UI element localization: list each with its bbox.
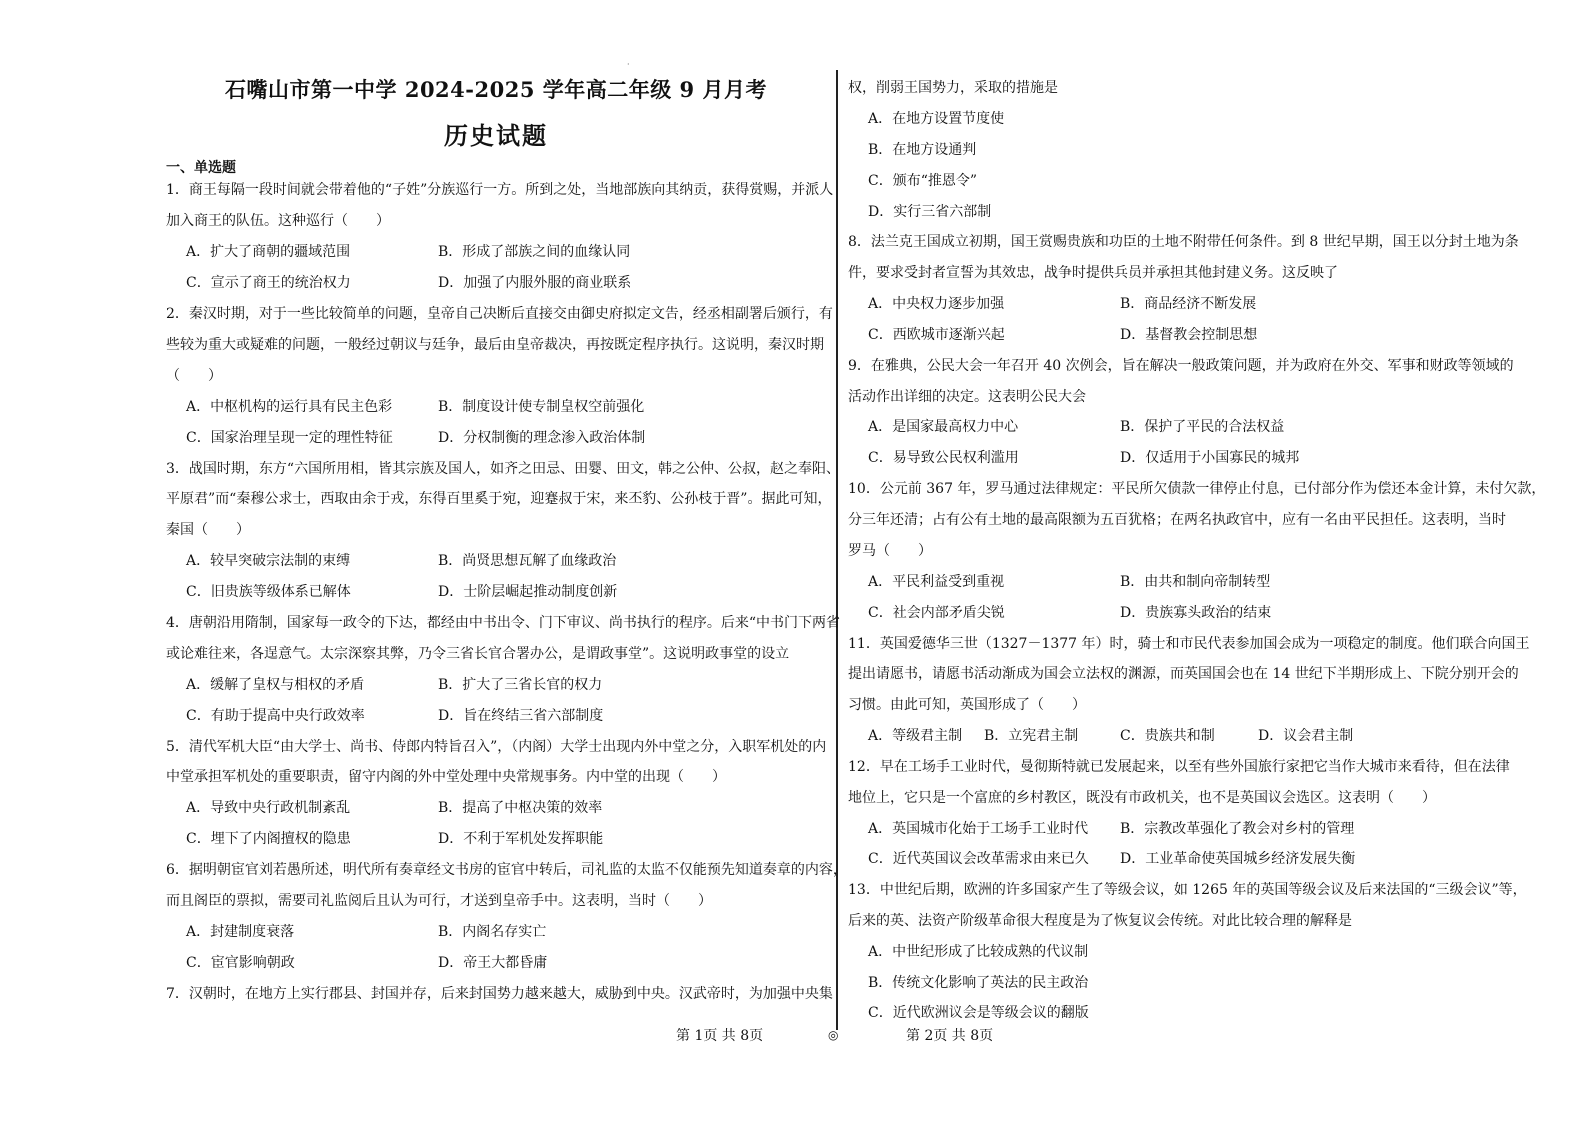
q6-option-b: B．内阁名存实亡 — [438, 924, 547, 940]
q10-option-b: B．由共和制向帝制转型 — [1120, 574, 1271, 590]
q9-stem-line: 9．在雅典，公民大会一年召开 40 次例会，旨在解决一般政策问题，并为政府在外交、军事和财政等领域的 — [848, 358, 1514, 374]
q13-option-b: B．传统文化影响了英法的民主政治 — [868, 975, 1089, 991]
q2-option-a: A．中枢机构的运行具有民主色彩 — [186, 399, 393, 415]
exam-title: 石嘴山市第一中学 2024-2025 学年高二年级 9 月月考 — [225, 77, 767, 102]
q13-option-c: C．近代欧洲议会是等级会议的翻版 — [868, 1005, 1089, 1021]
q3-option-c: C．旧贵族等级体系已解体 — [186, 584, 351, 600]
exam-subject: 历史试题 — [444, 121, 548, 150]
q3-option-d: D．士阶层崛起推动制度创新 — [438, 584, 618, 600]
column-divider — [836, 70, 838, 1030]
q5-option-b: B．提高了中枢决策的效率 — [438, 800, 603, 816]
q7-option-b: B．在地方设通判 — [868, 142, 977, 158]
q4-stem-line: 或论难往来，各逞意气。太宗深察其弊，乃令三省长官合署办公，是谓政事堂”。这说明政事堂的设立 — [166, 646, 790, 662]
q5-option-c: C．埋下了内阁擅权的隐患 — [186, 831, 351, 847]
center-mark-icon: ◎ — [828, 1028, 839, 1042]
q13-stem-line: 13．中世纪后期，欧洲的许多国家产生了等级会议，如 1265 年的英国等级会议及后来法国的“三级会议”等， — [848, 882, 1527, 898]
q11-option-b: B．立宪君主制 — [984, 728, 1079, 744]
q8-option-a: A．中央权力逐步加强 — [868, 296, 1005, 312]
q11-stem-line: 习惯。由此可知，英国形成了（ ） — [848, 697, 1086, 713]
q7-option-d: D．实行三省六部制 — [868, 204, 992, 220]
q1-option-c: C．宣示了商王的统治权力 — [186, 275, 351, 291]
q2-stem-line: 2．秦汉时期，对于一些比较简单的问题，皇帝自己决断后直接交由御史府拟定文告，经丞相副署后颁行，有 — [166, 306, 833, 322]
q6-option-d: D．帝王大都昏庸 — [438, 955, 548, 971]
q10-stem-line: 分三年还清；占有公有土地的最高限额为五百犹格；在两名执政官中，应有一名由平民担任。这表明，当时 — [848, 512, 1506, 528]
q2-option-b: B．制度设计使专制皇权空前强化 — [438, 399, 645, 415]
page-number-right: 第 2页 共 8页 — [906, 1028, 994, 1044]
q8-option-b: B．商品经济不断发展 — [1120, 296, 1257, 312]
page-number-left: 第 1页 共 8页 — [676, 1028, 764, 1044]
q5-stem-line: 中堂承担军机处的重要职责，留守内阁的外中堂处理中央常规事务。内中堂的出现（ ） — [166, 769, 726, 785]
q6-stem-line: 6．据明朝宦官刘若愚所述，明代所有奏章经文书房的宦官中转后，司礼监的太监不仅能预先知道奏章的内容， — [166, 862, 847, 878]
q1-stem-line: 1．商王每隔一段时间就会带着他的“子姓”分族巡行一方。所到之处，当地部族向其纳贡，获得赏赐，并派人 — [166, 182, 834, 198]
q3-stem-line: 平原君”而“秦穆公求士，西取由余于戎，东得百里奚于宛，迎蹇叔于宋，来丕豹、公孙枝于晋”。据此可知， — [166, 491, 832, 507]
q1-stem-line: 加入商王的队伍。这种巡行（ ） — [166, 213, 390, 229]
q6-option-c: C．宦官影响朝政 — [186, 955, 295, 971]
q12-stem-line: 12．早在工场手工业时代，曼彻斯特就已发展起来，以至有些外国旅行家把它当作大城市来看待，但在法律 — [848, 759, 1510, 775]
q12-option-b: B．宗教改革强化了教会对乡村的管理 — [1120, 821, 1355, 837]
q2-stem-line: （ ） — [166, 368, 222, 384]
q4-option-a: A．缓解了皇权与相权的矛盾 — [186, 677, 365, 693]
q9-option-b: B．保护了平民的合法权益 — [1120, 419, 1285, 435]
q3-option-a: A．较早突破宗法制的束缚 — [186, 553, 351, 569]
page-2 — [848, 0, 1546, 1122]
q7-option-a: A．在地方设置节度使 — [868, 111, 1005, 127]
q6-stem-line: 而且阁臣的票拟，需要司礼监阅后且认为可行，才送到皇帝手中。这表明，当时（ ） — [166, 893, 712, 909]
scan-dot: · — [627, 60, 630, 69]
q5-option-d: D．不利于军机处发挥职能 — [438, 831, 604, 847]
q12-option-c: C．近代英国议会改革需求由来已久 — [868, 851, 1089, 867]
q13-option-a: A．中世纪形成了比较成熟的代议制 — [868, 944, 1089, 960]
q9-stem-line: 活动作出详细的决定。这表明公民大会 — [848, 389, 1086, 405]
q2-option-d: D．分权制衡的理念渗入政治体制 — [438, 430, 646, 446]
q2-option-c: C．国家治理呈现一定的理性特征 — [186, 430, 393, 446]
q8-stem-line: 8．法兰克王国成立初期，国王赏赐贵族和功臣的土地不附带任何条件。到 8 世纪早期，国王以分封土地为条 — [848, 234, 1519, 250]
q5-stem-line: 5．清代军机大臣“由大学士、尚书、侍郎内特旨召入”，（内阁）大学士出现内外中堂之分，入职军机处的内 — [166, 739, 827, 755]
q10-stem-line: 罗马（ ） — [848, 543, 932, 559]
q4-option-b: B．扩大了三省长官的权力 — [438, 677, 603, 693]
q8-stem-line: 件，要求受封者宣誓为其效忠，战争时提供兵员并承担其他封建义务。这反映了 — [848, 265, 1338, 281]
q12-option-a: A．英国城市化始于工场手工业时代 — [868, 821, 1089, 837]
q6-option-a: A．封建制度衰落 — [186, 924, 295, 940]
q1-option-a: A．扩大了商朝的疆域范围 — [186, 244, 351, 260]
q4-stem-line: 4．唐朝沿用隋制，国家每一政令的下达，都经由中书出令、门下审议、尚书执行的程序。后来“中书门下两省 — [166, 615, 841, 631]
q9-option-d: D．仅适用于小国寡民的城邦 — [1120, 450, 1300, 466]
q11-option-a: A．等级君主制 — [868, 728, 963, 744]
q5-option-a: A．导致中央行政机制紊乱 — [186, 800, 351, 816]
q1-option-d: D．加强了内服外服的商业联系 — [438, 275, 632, 291]
q10-option-c: C．社会内部矛盾尖锐 — [868, 605, 1005, 621]
q10-option-d: D．贵族寡头政治的结束 — [1120, 605, 1272, 621]
q2-stem-line: 些较为重大或疑难的问题，一般经过朝议与廷争，最后由皇帝裁决，再按既定程序执行。这说明，秦汉时期 — [166, 337, 824, 353]
q3-stem-line: 3．战国时期，东方“六国所用相，皆其宗族及国人，如齐之田忌、田婴、田文，韩之公仲、公叔，赵之奉阳、 — [166, 461, 841, 477]
q4-option-d: D．旨在终结三省六部制度 — [438, 708, 604, 724]
q4-option-c: C．有助于提高中央行政效率 — [186, 708, 365, 724]
q3-stem-line: 秦国（ ） — [166, 522, 250, 538]
q10-stem-line: 10．公元前 367 年，罗马通过法律规定：平民所欠债款一律停止付息，已付部分作为偿还本金计算，未付欠款， — [848, 481, 1546, 497]
q1-option-b: B．形成了部族之间的血缘认同 — [438, 244, 631, 260]
q3-option-b: B．尚贤思想瓦解了血缘政治 — [438, 553, 617, 569]
q11-option-c: C．贵族共和制 — [1120, 728, 1215, 744]
q7-option-c: C．颁布“推恩令” — [868, 173, 978, 189]
q9-option-a: A．是国家最高权力中心 — [868, 419, 1019, 435]
q7-stem-line: 7．汉朝时，在地方上实行郡县、封国并存，后来封国势力越来越大，威胁到中央。汉武帝时，为加强中央集 — [166, 986, 833, 1002]
q11-stem-line: 提出请愿书，请愿书活动渐成为国会立法权的渊源，而英国国会也在 14 世纪下半期形成上、下院分别开会的 — [848, 666, 1519, 682]
q12-stem-line: 地位上，它只是一个富庶的乡村教区，既没有市政机关，也不是英国议会选区。这表明（ ） — [848, 790, 1436, 806]
q8-option-d: D．基督教会控制思想 — [1120, 327, 1258, 343]
q12-option-d: D．工业革命使英国城乡经济发展失衡 — [1120, 851, 1356, 867]
q7-stem-line: 权，削弱王国势力，采取的措施是 — [848, 80, 1058, 96]
q10-option-a: A．平民利益受到重视 — [868, 574, 1005, 590]
q13-stem-line: 后来的英、法资产阶级革命很大程度是为了恢复议会传统。对此比较合理的解释是 — [848, 913, 1352, 929]
page-1 — [166, 0, 847, 1122]
q11-stem-line: 11．英国爱德华三世（1327－1377 年）时，骑士和市民代表参加国会成为一项稳定的制度。他们联合向国王 — [848, 636, 1530, 652]
section-heading: 一、单选题 — [166, 160, 236, 176]
q8-option-c: C．西欧城市逐渐兴起 — [868, 327, 1005, 343]
q11-option-d: D．议会君主制 — [1258, 728, 1354, 744]
q9-option-c: C．易导致公民权利滥用 — [868, 450, 1019, 466]
